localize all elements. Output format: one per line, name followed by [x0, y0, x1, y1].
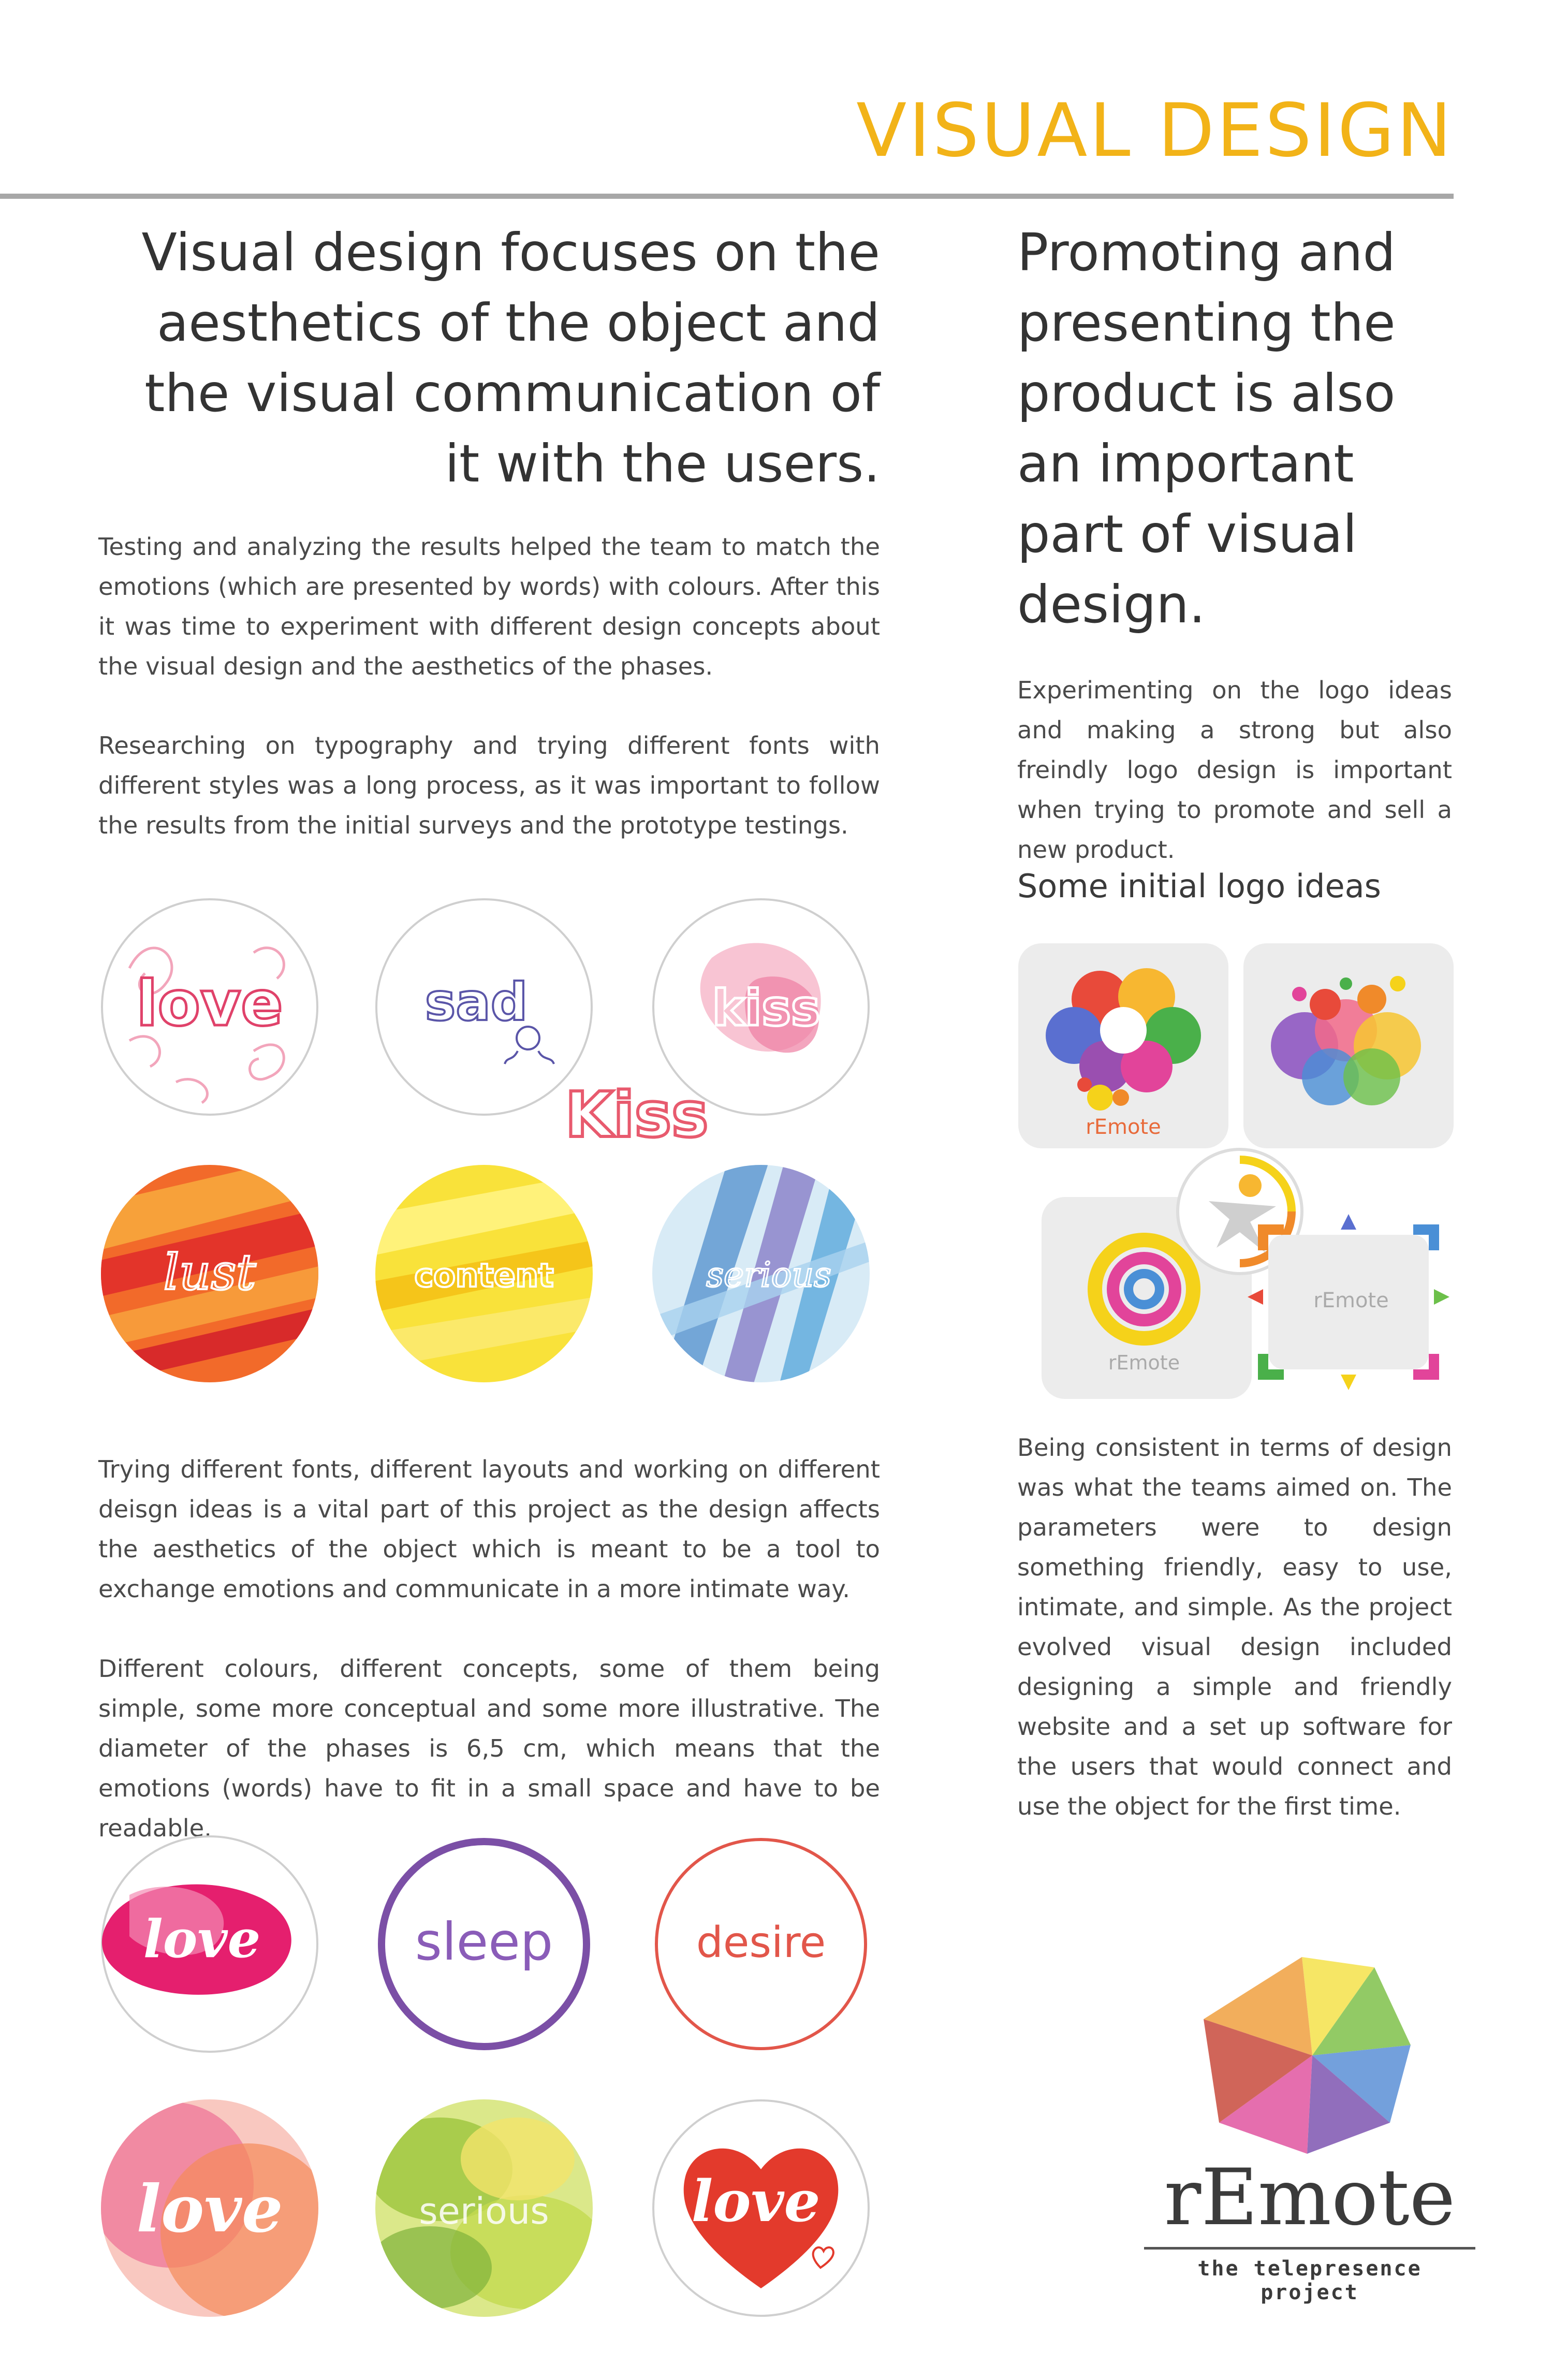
logo-idea-4	[1248, 1214, 1449, 1390]
logo-wordmark: rEmote	[1086, 1115, 1161, 1139]
left-paragraph-3: Trying different fonts, different layouts and working on different deisgn ideas is a vital part of this project as the design affects the aesthetics of the object which is meant to be a tool to exchange emotions and communicate in a more intimate way.	[98, 1455, 880, 1603]
phase-disc-content	[373, 1162, 595, 1385]
right-paragraph-2: Being consistent in terms of design was what the teams aimed on. The parameters were to design something friendly, easy to use, intimate, and simple. As the project evolved visual design included designing a simple and friendly website and a set up software for the users that would connect and use the object for the first time.	[1017, 1434, 1452, 1820]
brand-tagline: the telepresence project	[1144, 2247, 1475, 2304]
left-paragraph-1: Testing and analyzing the results helped the team to match the emotions (which are presented by words) with colours. After this it was time to experiment with different design concepts about the visual design and the aesthetics of the phases.	[98, 533, 880, 680]
remote-brand-wheel	[1173, 1952, 1452, 2159]
svg-text:Kiss: Kiss	[565, 1079, 709, 1151]
phase-disc-serious-green	[373, 2097, 595, 2319]
kiss-overlay-lettering	[559, 1079, 714, 1154]
disc-word: love	[691, 2168, 821, 2235]
disc-word: sad	[424, 972, 528, 1032]
logo-idea-1	[1017, 942, 1229, 1149]
disc-word: content	[414, 1257, 554, 1294]
left-paragraph-2: Researching on typography and trying different fonts with different styles was a long process, as it was important to follow the results from the initial surveys and the prototype testings.	[98, 732, 880, 839]
disc-word: love	[143, 1908, 261, 1969]
disc-word: love	[136, 968, 283, 1040]
logo-ideas-heading: Some initial logo ideas	[1017, 867, 1381, 905]
disc-word: sleep	[415, 1911, 553, 1972]
header-divider	[0, 194, 1454, 199]
phase-disc-love-coral	[98, 2097, 321, 2319]
logo-wordmark: rEmote	[1313, 1289, 1389, 1312]
disc-word: kiss	[712, 980, 821, 1037]
phase-disc-love-heart	[650, 2097, 872, 2319]
disc-word: serious	[419, 2190, 549, 2232]
right-paragraph-1: Experimenting on the logo ideas and making a strong but also freindly logo design is important when trying to promote and sell a new product.	[1017, 676, 1452, 864]
logo-wordmark: rEmote	[1108, 1351, 1180, 1374]
disc-word: desire	[696, 1918, 826, 1967]
phase-disc-love-pink	[98, 1833, 321, 2055]
phase-disc-love-swirl	[98, 896, 321, 1118]
phase-disc-desire	[650, 1833, 872, 2055]
disc-word: lust	[163, 1244, 256, 1301]
phase-disc-lust	[98, 1162, 321, 1385]
brand-wordmark: rEmote	[1164, 2153, 1456, 2243]
page-title: VISUAL DESIGN	[856, 88, 1454, 173]
phase-disc-sleep	[373, 1833, 595, 2055]
logo-idea-2	[1242, 942, 1455, 1149]
phase-disc-serious-blue	[650, 1162, 872, 1385]
left-paragraph-4: Different colours, different concepts, some of them being simple, some more conceptual and some more illustrative. The diameter of the phases is 6,5 cm, which means that the emotions (words) have to fit in a small space and have to be readable.	[98, 1655, 880, 1842]
right-lead-heading: Promoting and presenting the product is also an important part of visual design.	[1017, 222, 1396, 635]
disc-word: love	[136, 2171, 283, 2247]
disc-word: serious	[706, 1255, 831, 1295]
left-lead-heading: Visual design focuses on the aesthetics of the object and the visual communication of it with the users.	[141, 222, 880, 494]
